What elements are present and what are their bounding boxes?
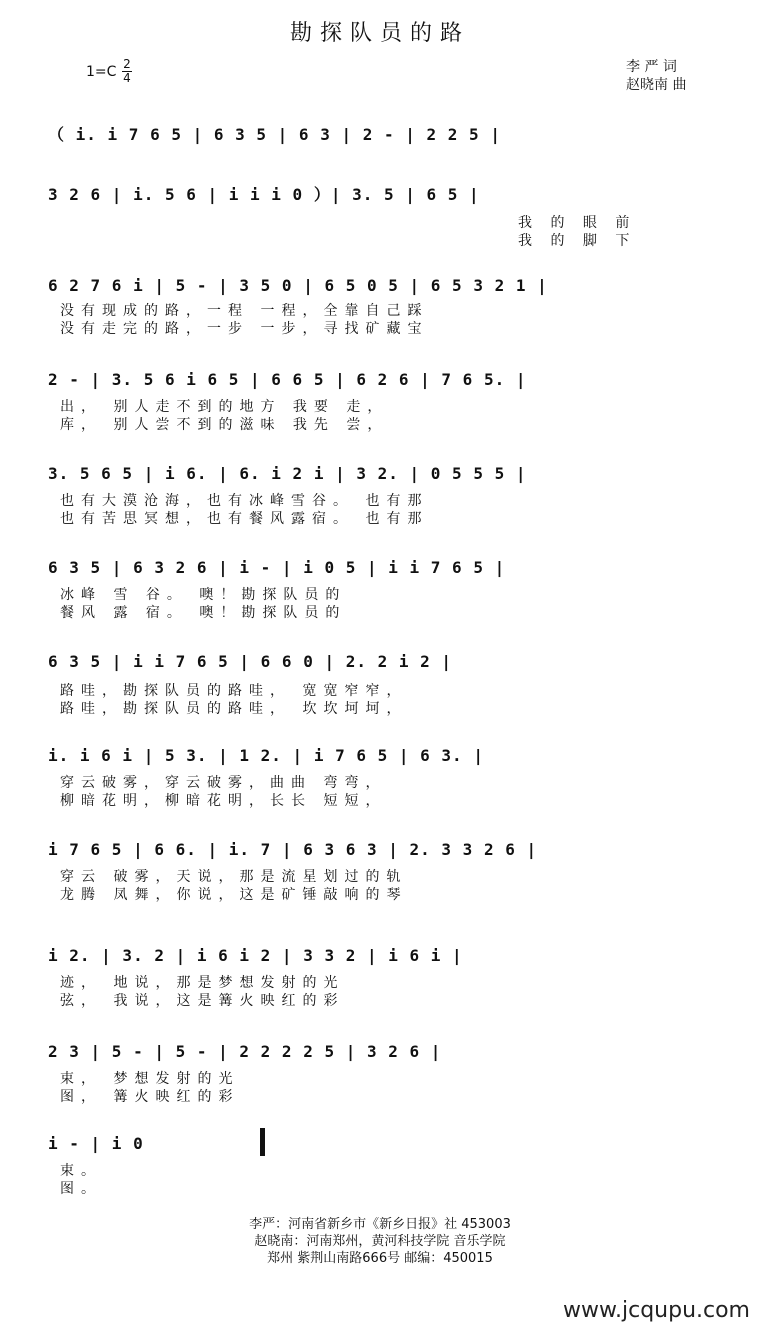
score-system-2 — [48, 182, 720, 249]
lyric-verse-1: 没有现成的路，一程 一程，全靠自己踩 — [60, 303, 429, 319]
score-system-1 — [48, 122, 720, 162]
notes-line: 2 - | 3. 5 6 i 6 5 | 6 6 5 | 6 2 6 | 7 6 5. | — [48, 370, 527, 389]
final-barline — [260, 1128, 265, 1156]
lyric-verse-2: 弦， 我说，这是篝火映红的彩 — [60, 993, 345, 1009]
score-system-4 — [48, 370, 720, 433]
lyric-verse-2: 库， 别人尝不到的滋味 我先 尝， — [60, 417, 389, 433]
lyric-verse-1: 束， 梦想发射的光 — [60, 1071, 240, 1087]
composer-credit: 赵晓南 曲 — [626, 77, 687, 93]
score-system-11 — [48, 1042, 720, 1105]
score-system-9 — [48, 840, 720, 903]
notes-line: 6 3 5 | i i 7 6 5 | 6 6 0 | 2. 2 i 2 | — [48, 652, 453, 671]
score-system-8 — [48, 746, 720, 809]
lyric-verse-2: 没有走完的路，一步 一步，寻找矿藏宝 — [60, 321, 429, 337]
notes-line: 2 3 | 5 - | 5 - | 2 2 2 2 5 | 3 2 6 | — [48, 1042, 442, 1061]
lyric-verse-2: 图。 — [60, 1181, 102, 1197]
notes-line: i. i 6 i | 5 3. | 1 2. | i 7 6 5 | 6 3. | — [48, 746, 484, 765]
footer-line-1: 李严：河南省新乡市《新乡日报》社 453003 — [249, 1217, 511, 1232]
lyric-verse-1: 路哇，勘探队员的路哇， 宽宽窄窄， — [60, 683, 408, 699]
footer-line-3: 郑州 紫荆山南路666号 邮编：450015 — [267, 1251, 493, 1266]
score-system-3 — [48, 276, 720, 337]
lyric-verse-1: 穿云破雾，穿云破雾，曲曲 弯弯， — [60, 775, 387, 791]
score-system-10 — [48, 946, 720, 1009]
lyric-verse-2: 龙腾 凤舞，你说，这是矿锤敲响的琴 — [60, 887, 408, 903]
lyric-verse-1: 也有大漠沧海，也有冰峰雪谷。 也有那 — [60, 493, 429, 509]
score-system-6 — [48, 558, 720, 621]
lyric-verse-1: 束。 — [60, 1163, 102, 1179]
lyric-verse-2: 柳暗花明，柳暗花明，长长 短短， — [60, 793, 387, 809]
lyric-verse-1: 我 的 眼 前 — [518, 215, 637, 231]
score-system-12 — [48, 1134, 720, 1197]
notes-line: （ i. i 7 6 5 | 6 3 5 | 6 3 | 2 - | 2 2 5 | — [48, 125, 501, 144]
song-title: 勘探队员的路 — [289, 21, 470, 46]
notes-line: 3. 5 6 5 | i 6. | 6. i 2 i | 3 2. | 0 5 5 5 | — [48, 464, 527, 483]
notes-line: 6 3 5 | 6 3 2 6 | i - | i 0 5 | i i 7 6 5 | — [48, 558, 506, 577]
credits — [626, 58, 686, 94]
lyric-verse-2: 我 的 脚 下 — [518, 233, 637, 249]
lyric-verse-2: 路哇，勘探队员的路哇， 坎坎坷坷， — [60, 701, 408, 717]
lyric-verse-1: 出， 别人走不到的地方 我要 走， — [60, 399, 389, 415]
meter-top: 2 — [123, 57, 131, 71]
lyricist-credit: 李 严 词 — [626, 59, 677, 75]
key-signature: 1=C — [86, 64, 117, 80]
score-system-7 — [48, 652, 720, 717]
lyric-verse-1: 冰峰 雪 谷。 噢！勘探队员的 — [60, 587, 347, 603]
score-system-5 — [48, 464, 720, 527]
notes-line: 3 2 6 | i. 5 6 | i i i 0 ）| 3. 5 | 6 5 | — [48, 185, 480, 204]
lyric-verse-2: 餐风 露 宿。 噢！勘探队员的 — [60, 605, 347, 621]
footer-line-2: 赵晓南：河南郑州，黄河科技学院 音乐学院 — [254, 1234, 506, 1249]
notes-line: 6 2 7 6 i | 5 - | 3 5 0 | 6 5 0 5 | 6 5 3 2 1 | — [48, 276, 548, 295]
notes-line: i - | i 0 — [48, 1134, 144, 1153]
notes-line: i 2. | 3. 2 | i 6 i 2 | 3 3 2 | i 6 i | — [48, 946, 463, 965]
lyric-verse-2: 图， 篝火映红的彩 — [60, 1089, 240, 1105]
contact-footer — [0, 1216, 760, 1267]
meter-bottom: 4 — [123, 71, 131, 85]
notes-line: i 7 6 5 | 6 6. | i. 7 | 6 3 6 3 | 2. 3 3 2 6 | — [48, 840, 538, 859]
lyric-verse-2: 也有苦思冥想，也有餐风露宿。 也有那 — [60, 511, 429, 527]
lyric-verse-1: 穿云 破雾，天说，那是流星划过的轨 — [60, 869, 408, 885]
site-watermark: www.jcqupu.com — [563, 1298, 750, 1323]
lyric-verse-1: 迹， 地说，那是梦想发射的光 — [60, 975, 345, 991]
time-signature — [122, 58, 132, 85]
